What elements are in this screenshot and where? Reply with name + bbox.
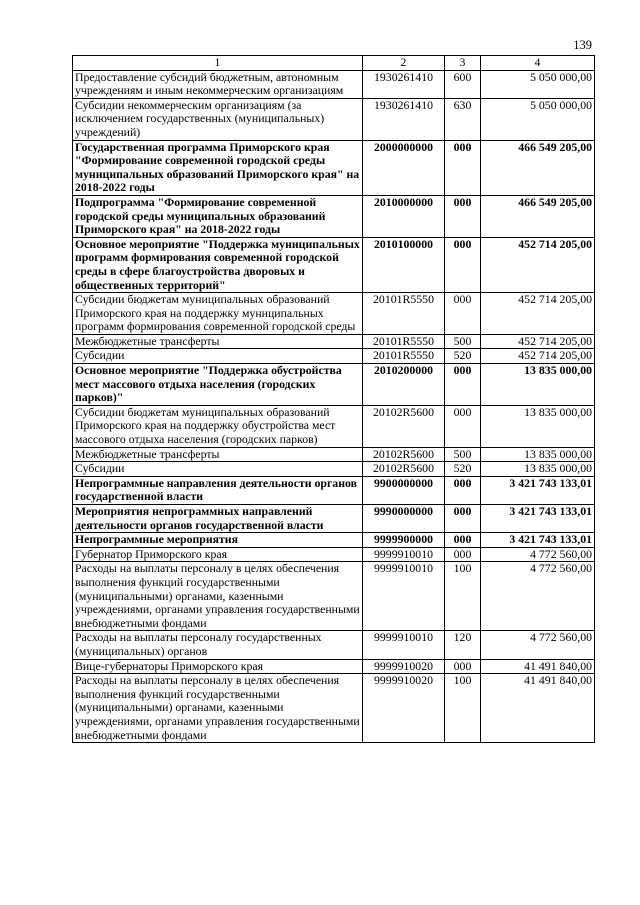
table-row xyxy=(73,659,595,674)
row-name-cell: Предоставление субсидий бюджетным, автономным учреждениям и иным некоммерческим организациям xyxy=(73,70,363,98)
row-kind-cell: 120 xyxy=(445,631,481,659)
row-code-cell: 9999910010 xyxy=(363,631,445,659)
row-code-cell: 2010000000 xyxy=(363,195,445,237)
budget-table xyxy=(72,55,595,743)
row-kind-cell: 000 xyxy=(445,505,481,533)
row-code-cell: 9999910020 xyxy=(363,674,445,743)
row-amount-cell: 13 835 000,00 xyxy=(481,462,595,477)
row-amount-cell: 4 772 560,00 xyxy=(481,562,595,631)
row-kind-cell: 000 xyxy=(445,140,481,195)
table-row xyxy=(73,364,595,406)
row-kind-cell: 500 xyxy=(445,447,481,462)
table-row xyxy=(73,237,595,292)
table-row xyxy=(73,476,595,504)
column-header-amount: 4 xyxy=(481,56,595,71)
row-amount-cell: 4 772 560,00 xyxy=(481,547,595,562)
row-amount-cell: 452 714 205,00 xyxy=(481,237,595,292)
row-amount-cell: 452 714 205,00 xyxy=(481,293,595,335)
table-row xyxy=(73,140,595,195)
row-name-cell: Расходы на выплаты персоналу государственных (муниципальных) органов xyxy=(73,631,363,659)
row-kind-cell: 000 xyxy=(445,195,481,237)
row-amount-cell: 13 835 000,00 xyxy=(481,364,595,406)
table-row xyxy=(73,447,595,462)
row-amount-cell: 41 491 840,00 xyxy=(481,674,595,743)
row-code-cell: 9999910020 xyxy=(363,659,445,674)
row-amount-cell: 13 835 000,00 xyxy=(481,405,595,447)
row-kind-cell: 100 xyxy=(445,674,481,743)
table-row xyxy=(73,98,595,140)
row-code-cell: 20101R5550 xyxy=(363,334,445,349)
row-code-cell: 9999910010 xyxy=(363,547,445,562)
table-row xyxy=(73,293,595,335)
row-amount-cell: 466 549 205,00 xyxy=(481,195,595,237)
row-name-cell: Непрограммные мероприятия xyxy=(73,533,363,548)
row-kind-cell: 600 xyxy=(445,70,481,98)
row-name-cell: Межбюджетные трансферты xyxy=(73,334,363,349)
row-kind-cell: 000 xyxy=(445,237,481,292)
row-code-cell: 2010200000 xyxy=(363,364,445,406)
table-row xyxy=(73,462,595,477)
row-code-cell: 2000000000 xyxy=(363,140,445,195)
row-amount-cell: 466 549 205,00 xyxy=(481,140,595,195)
row-code-cell: 20102R5600 xyxy=(363,447,445,462)
row-kind-cell: 630 xyxy=(445,98,481,140)
row-name-cell: Субсидии бюджетам муниципальных образований Приморского края на поддержку обустройства мест массового отдыха населения (городских парков) xyxy=(73,405,363,447)
row-name-cell: Межбюджетные трансферты xyxy=(73,447,363,462)
table-row xyxy=(73,349,595,364)
row-kind-cell: 000 xyxy=(445,293,481,335)
table-row xyxy=(73,334,595,349)
row-name-cell: Мероприятия непрограммных направлений деятельности органов государственной власти xyxy=(73,505,363,533)
row-amount-cell: 452 714 205,00 xyxy=(481,334,595,349)
row-code-cell: 9990000000 xyxy=(363,505,445,533)
row-amount-cell: 3 421 743 133,01 xyxy=(481,505,595,533)
row-name-cell: Государственная программа Приморского края "Формирование современной городской среды муниципальных образований Приморского края" на 2018-2022 годы xyxy=(73,140,363,195)
row-amount-cell: 5 050 000,00 xyxy=(481,70,595,98)
row-code-cell: 9900000000 xyxy=(363,476,445,504)
table-row xyxy=(73,195,595,237)
column-header-kind: 3 xyxy=(445,56,481,71)
row-name-cell: Расходы на выплаты персоналу в целях обеспечения выполнения функций государственными (муниципальными) органами, казенными учреждениями, органами управления государственными внебюджетными фондами xyxy=(73,674,363,743)
table-row xyxy=(73,405,595,447)
row-kind-cell: 100 xyxy=(445,562,481,631)
row-code-cell: 20101R5550 xyxy=(363,349,445,364)
row-amount-cell: 3 421 743 133,01 xyxy=(481,533,595,548)
row-name-cell: Субсидии бюджетам муниципальных образований Приморского края на поддержку муниципальных программ формирования современной городской среды xyxy=(73,293,363,335)
table-row xyxy=(73,505,595,533)
table-row xyxy=(73,533,595,548)
row-name-cell: Основное мероприятие "Поддержка муниципальных программ формирования современной городской среды в сфере благоустройства дворовых и общественных территорий" xyxy=(73,237,363,292)
row-name-cell: Губернатор Приморского края xyxy=(73,547,363,562)
row-kind-cell: 000 xyxy=(445,364,481,406)
row-name-cell: Подпрограмма "Формирование современной городской среды муниципальных образований Приморского края" на 2018-2022 годы xyxy=(73,195,363,237)
row-amount-cell: 13 835 000,00 xyxy=(481,447,595,462)
row-amount-cell: 452 714 205,00 xyxy=(481,349,595,364)
table-row xyxy=(73,674,595,743)
row-amount-cell: 41 491 840,00 xyxy=(481,659,595,674)
table-row xyxy=(73,547,595,562)
row-code-cell: 1930261410 xyxy=(363,98,445,140)
table-row xyxy=(73,70,595,98)
column-header-name: 1 xyxy=(73,56,363,71)
row-code-cell: 9999910010 xyxy=(363,562,445,631)
table-body xyxy=(73,70,595,743)
row-name-cell: Основное мероприятие "Поддержка обустройства мест массового отдыха населения (городских парков)" xyxy=(73,364,363,406)
row-code-cell: 20101R5550 xyxy=(363,293,445,335)
row-kind-cell: 000 xyxy=(445,405,481,447)
row-code-cell: 20102R5600 xyxy=(363,462,445,477)
table-row xyxy=(73,562,595,631)
row-kind-cell: 000 xyxy=(445,533,481,548)
row-name-cell: Субсидии некоммерческим организациям (за исключением государственных (муниципальных) учреждений) xyxy=(73,98,363,140)
row-amount-cell: 5 050 000,00 xyxy=(481,98,595,140)
page-number: 139 xyxy=(573,38,592,52)
row-kind-cell: 000 xyxy=(445,659,481,674)
row-name-cell: Субсидии xyxy=(73,349,363,364)
table-header-row xyxy=(73,56,595,71)
row-kind-cell: 520 xyxy=(445,349,481,364)
column-header-code: 2 xyxy=(363,56,445,71)
row-name-cell: Расходы на выплаты персоналу в целях обеспечения выполнения функций государственными (муниципальными) органами, казенными учреждениями, органами управления государственными внебюджетными фондами xyxy=(73,562,363,631)
row-code-cell: 20102R5600 xyxy=(363,405,445,447)
row-kind-cell: 500 xyxy=(445,334,481,349)
row-amount-cell: 3 421 743 133,01 xyxy=(481,476,595,504)
row-kind-cell: 000 xyxy=(445,476,481,504)
row-name-cell: Субсидии xyxy=(73,462,363,477)
row-amount-cell: 4 772 560,00 xyxy=(481,631,595,659)
row-kind-cell: 000 xyxy=(445,547,481,562)
row-kind-cell: 520 xyxy=(445,462,481,477)
row-code-cell: 2010100000 xyxy=(363,237,445,292)
row-code-cell: 1930261410 xyxy=(363,70,445,98)
table-row xyxy=(73,631,595,659)
row-code-cell: 9999900000 xyxy=(363,533,445,548)
row-name-cell: Непрограммные направления деятельности органов государственной власти xyxy=(73,476,363,504)
row-name-cell: Вице-губернаторы Приморского края xyxy=(73,659,363,674)
